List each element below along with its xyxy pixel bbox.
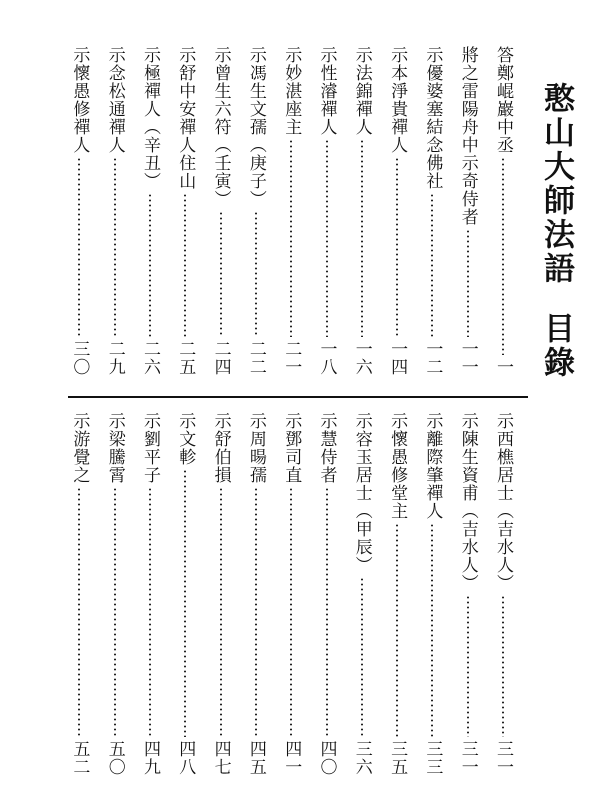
book-title: 憨山大師法語 — [538, 82, 574, 286]
toc-entry — [206, 46, 236, 376]
toc-entry-page-number: 二一 — [281, 340, 302, 376]
dot-leader — [78, 157, 80, 337]
dot-leader — [149, 487, 151, 737]
dot-leader — [290, 139, 292, 337]
toc-entry-page-number: 二六 — [140, 340, 160, 376]
dot-leader — [149, 193, 151, 337]
toc-entry-title: 示舒中安禪人住山 — [175, 46, 196, 190]
dot-leader — [361, 139, 363, 337]
toc-entry-page-number: 五〇 — [104, 740, 125, 776]
dot-leader — [255, 211, 257, 337]
toc-entry-title: 示妙湛座主 — [281, 46, 302, 136]
toc-entry-title: 示周暘孺 — [245, 412, 266, 484]
toc-entry-page-number: 三五 — [387, 740, 408, 776]
toc-entry — [488, 46, 518, 376]
dot-leader — [431, 193, 433, 337]
toc-entry-page-number: 五二 — [69, 740, 90, 776]
toc-entry — [276, 412, 306, 776]
toc-entry-page-number: 三〇 — [69, 340, 90, 376]
toc-entry — [206, 412, 236, 776]
toc-entry-page-number: 二五 — [175, 340, 196, 376]
toc-entry-page-number: 三一 — [457, 740, 478, 776]
toc-entry — [382, 412, 412, 776]
dot-leader — [502, 157, 504, 355]
toc-entry-page-number: 二九 — [104, 340, 125, 376]
toc-entry — [312, 412, 342, 776]
dot-leader — [502, 595, 504, 737]
toc-entry-page-number: 三三 — [422, 740, 443, 776]
dot-leader — [326, 139, 328, 337]
toc-entry — [312, 46, 342, 376]
toc-entry-title: 示西樵居士（吉水人） — [493, 412, 513, 592]
dot-leader — [361, 577, 363, 737]
toc-entry — [453, 46, 483, 376]
toc-entry — [488, 412, 518, 776]
toc-entry — [135, 46, 165, 376]
toc-entry-page-number: 四七 — [210, 740, 231, 776]
toc-entry-page-number: 一 — [493, 358, 513, 376]
toc-entry — [382, 46, 412, 376]
toc-entry — [453, 412, 483, 776]
dot-leader — [220, 211, 222, 337]
toc-entry-page-number: 四一 — [281, 740, 302, 776]
dot-leader — [184, 469, 186, 737]
toc-entry-title: 答鄭崐巖中丞 — [493, 46, 513, 154]
toc-entry-page-number: 二四 — [210, 340, 231, 376]
toc-entry-title: 示游覺之 — [69, 412, 90, 484]
dot-leader — [290, 487, 292, 737]
toc-entry-title: 示極禪人（辛丑） — [140, 46, 160, 190]
toc-entry — [170, 46, 200, 376]
toc-entry-page-number: 四五 — [245, 740, 266, 776]
dot-leader — [220, 487, 222, 737]
toc-entry — [241, 46, 271, 376]
toc-entry-title: 示舒伯損 — [210, 412, 231, 484]
toc-entry-page-number: 四九 — [140, 740, 160, 776]
toc-entry-title: 示劉平子 — [140, 412, 160, 484]
toc-entry — [347, 412, 377, 776]
toc-entry — [170, 412, 200, 776]
toc-entry — [241, 412, 271, 776]
toc-entry-title: 示陳生資甫（吉水人） — [457, 412, 478, 592]
toc-entry — [276, 46, 306, 376]
toc-entry-page-number: 一八 — [316, 340, 337, 376]
toc-entry-page-number: 一一 — [457, 340, 478, 376]
toc-entry-title: 示念松通禪人 — [104, 46, 125, 154]
toc-entry-title: 示性濬禪人 — [316, 46, 337, 136]
dot-leader — [326, 487, 328, 737]
toc-entry-title: 示曾生六符（壬寅） — [210, 46, 231, 208]
toc-entry-title: 示懷愚修禪人 — [69, 46, 90, 154]
toc-entry-title: 示馮生文孺（庚子） — [245, 46, 266, 208]
toc-entry — [135, 412, 165, 776]
toc-entry-page-number: 四〇 — [316, 740, 337, 776]
toc-entry — [417, 412, 447, 776]
dot-leader — [467, 229, 469, 337]
toc-entry-page-number: 一四 — [387, 340, 408, 376]
toc-entry — [64, 46, 94, 376]
toc-entry-title: 示懷愚修堂主 — [387, 412, 408, 520]
page-title — [534, 82, 578, 380]
toc-entry-page-number: 一六 — [351, 340, 372, 376]
dot-leader — [431, 523, 433, 737]
toc-entry-title: 示優婆塞結念佛社 — [422, 46, 443, 190]
toc-entry-page-number: 二二 — [245, 340, 266, 376]
toc-entry-title: 示文軫 — [175, 412, 196, 466]
toc-entry-page-number: 一二 — [422, 340, 443, 376]
dot-leader — [114, 157, 116, 337]
section-title: 目錄 — [538, 312, 574, 380]
toc-entry-page-number: 四八 — [175, 740, 196, 776]
toc-entry-title: 將之雷陽舟中示奇侍者 — [457, 46, 478, 226]
divider-rule — [68, 396, 528, 398]
toc-entry-title: 示梁騰霄 — [104, 412, 125, 484]
dot-leader — [396, 157, 398, 337]
toc-entry-title: 示離際肇禪人 — [422, 412, 443, 520]
dot-leader — [78, 487, 80, 737]
toc-entry-title: 示法錦禪人 — [351, 46, 372, 136]
toc-entry-page-number: 三一 — [493, 740, 513, 776]
toc-entry-title: 示本淨貴禪人 — [387, 46, 408, 154]
toc-entry-title: 示鄧司直 — [281, 412, 302, 484]
dot-leader — [114, 487, 116, 737]
toc-entry — [100, 412, 130, 776]
dot-leader — [255, 487, 257, 737]
dot-leader — [467, 595, 469, 737]
dot-leader — [396, 523, 398, 737]
toc-entry — [417, 46, 447, 376]
toc-entry — [347, 46, 377, 376]
toc-entry-title: 示慧侍者 — [316, 412, 337, 484]
toc-entry-page-number: 三六 — [351, 740, 372, 776]
toc-entry — [100, 46, 130, 376]
dot-leader — [184, 193, 186, 337]
toc-entry-title: 示容玉居士（甲辰） — [351, 412, 372, 574]
toc-entry — [64, 412, 94, 776]
